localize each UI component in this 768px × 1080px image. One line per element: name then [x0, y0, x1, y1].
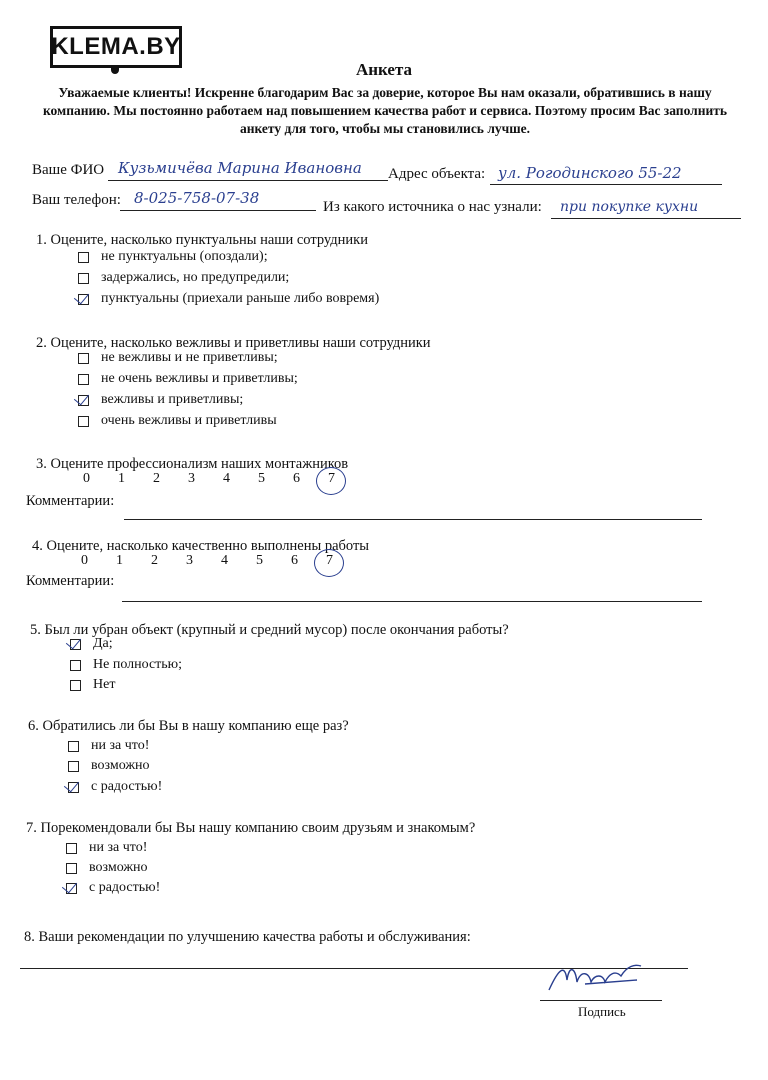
- company-logo: KLEMA.BY: [50, 26, 182, 68]
- signature-label: Подпись: [578, 1004, 626, 1019]
- q1-option-2[interactable]: задержались, но предупредили;: [78, 270, 289, 286]
- q5-option-1[interactable]: Да;: [70, 636, 113, 652]
- source-value[interactable]: при покупке кухни: [560, 199, 699, 215]
- checkbox[interactable]: [70, 680, 81, 691]
- question-5: 5. Был ли убран объект (крупный и средний мусор) после окончания работы?: [30, 622, 509, 638]
- fio-label: Ваше ФИО: [32, 162, 105, 178]
- q7-option-1[interactable]: ни за что!: [66, 840, 147, 856]
- q6-option-2[interactable]: возможно: [68, 758, 150, 774]
- q2-option-2[interactable]: не очень вежливы и приветливы;: [78, 371, 298, 387]
- fio-value[interactable]: Кузьмичёва Марина Ивановна: [118, 159, 362, 177]
- rating-0[interactable]: 0: [83, 471, 90, 486]
- phone-underline: [120, 210, 316, 211]
- selection-circle-icon: [316, 467, 346, 495]
- checkbox[interactable]: [70, 660, 81, 671]
- address-label: Адрес объекта:: [388, 166, 486, 182]
- rating-1[interactable]: 1: [116, 553, 123, 568]
- rating-5[interactable]: 5: [258, 471, 265, 486]
- checkbox-checked[interactable]: [68, 782, 79, 793]
- handwritten-signature-icon: [545, 962, 645, 994]
- source-label: Из какого источника о нас узнали:: [323, 199, 542, 215]
- q4-comment-label: Комментарии:: [26, 573, 115, 589]
- address-underline: [490, 184, 722, 185]
- fio-underline: [108, 180, 388, 181]
- rating-7-selected[interactable]: 7: [314, 471, 349, 487]
- q6-option-1[interactable]: ни за что!: [68, 738, 149, 754]
- phone-label: Ваш телефон:: [32, 192, 121, 208]
- phone-value[interactable]: 8-025-758-07-38: [134, 189, 260, 207]
- rating-1[interactable]: 1: [118, 471, 125, 486]
- checkbox-checked[interactable]: [78, 294, 89, 305]
- rating-0[interactable]: 0: [81, 553, 88, 568]
- q1-option-3[interactable]: пунктуальны (приехали раньше либо вовремя): [78, 291, 379, 307]
- q5-option-2[interactable]: Не полностью;: [70, 657, 182, 673]
- question-2: 2. Оцените, насколько вежливы и приветливы наши сотрудники: [36, 335, 431, 351]
- question-1: 1. Оцените, насколько пунктуальны наши сотрудники: [36, 232, 368, 248]
- checkbox-checked[interactable]: [66, 883, 77, 894]
- rating-4[interactable]: 4: [221, 553, 228, 568]
- check-mark-icon: [74, 389, 89, 405]
- question-4: 4. Оцените, насколько качественно выполнены работы: [32, 538, 370, 554]
- checkbox[interactable]: [78, 273, 89, 284]
- question-3: 3. Оцените профессионализм наших монтажников: [36, 456, 349, 472]
- checkbox[interactable]: [66, 843, 77, 854]
- q1-option-1[interactable]: не пунктуальны (опоздали);: [78, 249, 268, 265]
- rating-2[interactable]: 2: [153, 471, 160, 486]
- checkbox-checked[interactable]: [70, 639, 81, 650]
- rating-6[interactable]: 6: [293, 471, 300, 486]
- q2-option-3[interactable]: вежливы и приветливы;: [78, 392, 243, 408]
- page-title: Анкета: [355, 60, 413, 79]
- signature-line[interactable]: [540, 1000, 662, 1001]
- rating-3[interactable]: 3: [186, 553, 193, 568]
- check-mark-icon: [64, 776, 79, 792]
- q4-rating-scale[interactable]: [67, 553, 347, 569]
- q7-option-3[interactable]: с радостью!: [66, 880, 160, 896]
- q7-option-2[interactable]: возможно: [66, 860, 148, 876]
- q3-comment-line[interactable]: [124, 519, 702, 520]
- rating-3[interactable]: 3: [188, 471, 195, 486]
- rating-2[interactable]: 2: [151, 553, 158, 568]
- rating-6[interactable]: 6: [291, 553, 298, 568]
- q2-option-4[interactable]: очень вежливы и приветливы: [78, 413, 277, 429]
- intro-text: Уважаемые клиенты! Искренне благодарим Вас за доверие, которое Вы нам оказали, обратившись в нашу компанию. Мы постоянно работаем над повышением качества работ и сервиса. Поэтому просим Вас заполнить анкету для того, чтобы мы становились лучше.: [42, 85, 728, 136]
- checkbox[interactable]: [78, 252, 89, 263]
- checkbox-checked[interactable]: [78, 395, 89, 406]
- q5-option-3[interactable]: Нет: [70, 677, 115, 693]
- checkbox[interactable]: [66, 863, 77, 874]
- q4-comment-line[interactable]: [122, 601, 702, 602]
- checkbox[interactable]: [68, 741, 79, 752]
- question-8: 8. Ваши рекомендации по улучшению качества работы и обслуживания:: [24, 929, 471, 945]
- check-mark-icon: [62, 877, 77, 893]
- rating-7-selected[interactable]: 7: [312, 553, 347, 569]
- checkbox[interactable]: [78, 353, 89, 364]
- source-underline: [551, 218, 741, 219]
- checkbox[interactable]: [78, 416, 89, 427]
- checkbox[interactable]: [68, 761, 79, 772]
- question-7: 7. Порекомендовали бы Вы нашу компанию своим друзьям и знакомым?: [26, 820, 476, 836]
- selection-circle-icon: [314, 549, 344, 577]
- q2-option-1[interactable]: не вежливы и не приветливы;: [78, 350, 278, 366]
- check-mark-icon: [74, 288, 89, 304]
- question-6: 6. Обратились ли бы Вы в нашу компанию еще раз?: [28, 718, 349, 734]
- rating-4[interactable]: 4: [223, 471, 230, 486]
- address-value[interactable]: ул. Рогодинского 55-22: [498, 164, 682, 182]
- q3-rating-scale[interactable]: [69, 471, 349, 487]
- checkbox[interactable]: [78, 374, 89, 385]
- q3-comment-label: Комментарии:: [26, 493, 115, 509]
- q6-option-3[interactable]: с радостью!: [68, 779, 162, 795]
- rating-5[interactable]: 5: [256, 553, 263, 568]
